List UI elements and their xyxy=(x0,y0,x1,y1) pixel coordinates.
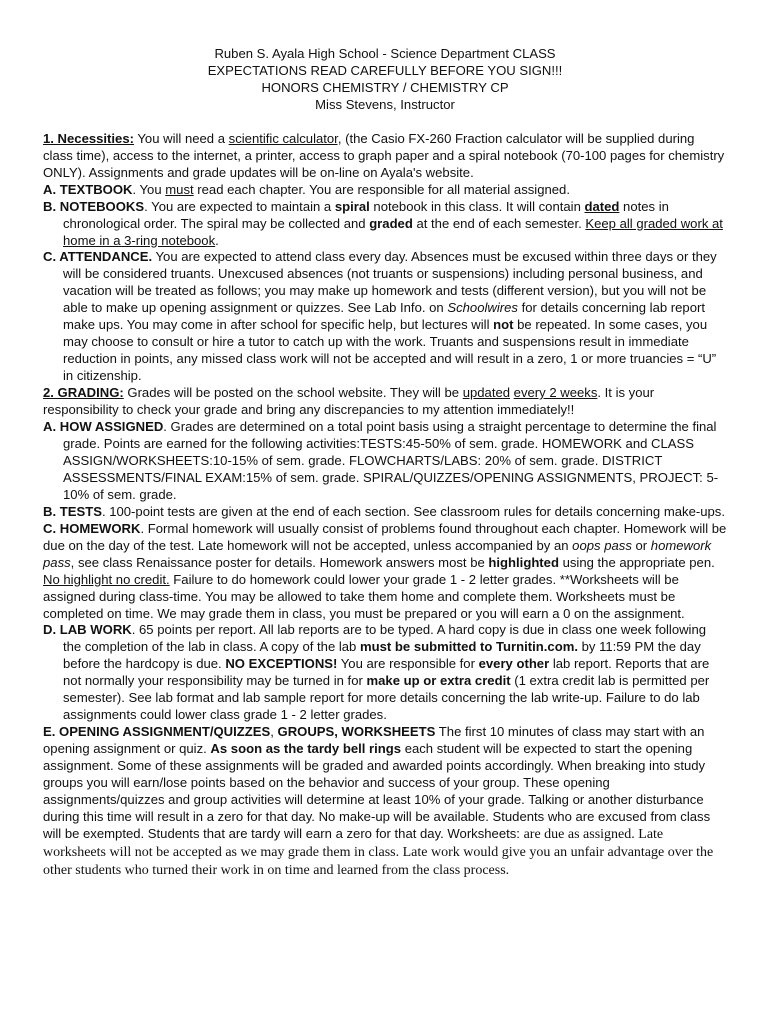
school-title: Ruben S. Ayala High School - Science Department CLASS xyxy=(214,46,556,61)
opening-assignment-heading: E. OPENING ASSIGNMENT/QUIZZES xyxy=(43,724,271,740)
textbook-heading: A. TEXTBOOK xyxy=(43,181,133,197)
attendance-heading: C. ATTENDANCE. xyxy=(43,249,153,265)
tests-heading: B. TESTS xyxy=(43,503,102,519)
section-tests: B. TESTS. 100-point tests are given at the end of each section. See classroom rules for details concerning make-ups. xyxy=(43,503,725,519)
section-how-assigned: A. HOW ASSIGNED. Grades are determined on a total point basis using a straight percentage to determine the final grade. Points are earned for the following activities:TESTS:45-50% of sem. grade. HOMEWORK and CLASS ASSIGN/WORKSHEETS:10-15% of sem. grade. FLOWCHARTS/LABS: 20% of sem. grade. DISTRICT ASSESSMENTS/FINAL EXAM:15% of sem. grade. SPIRAL/QUIZZES/OPENING ASSIGNMENTS, PROJECT: 5-10% of sem. grade. xyxy=(43,419,719,502)
notebooks-heading: B. NOTEBOOKS xyxy=(43,198,145,214)
necessities-heading: 1. Necessities: xyxy=(43,130,134,146)
grading-heading: 2. GRADING: xyxy=(43,385,124,401)
homework-heading: C. HOMEWORK xyxy=(43,520,141,536)
spacer xyxy=(43,114,727,131)
instructor-name: Miss Stevens, Instructor xyxy=(315,96,455,112)
section-homework: C. HOMEWORK. Formal homework will usually consist of problems found throughout each chapter. Homework will be due on the day of the test. Late homework will not be accepted, unless accompanied by an oops pass or homework pass, see class Renaissance poster for details. Homework answers most be highlighted using the appropriate pen. No highlight no credit. Failure to do homework could lower your grade 1 - 2 letter grades. **Worksheets will be assigned during class-time. You may be allowed to take them home and complete them. Worksheets must be completed on time. We may grade them in class, you must be prepared or you will earn a 0 on the assignment. xyxy=(43,520,727,621)
section-textbook: A. TEXTBOOK. You must read each chapter. You are responsible for all material assigned. xyxy=(43,181,570,197)
document-header xyxy=(43,46,727,114)
section-lab-work: D. LAB WORK. 65 points per report. All lab reports are to be typed. A hard copy is due in class one week following the completion of the lab in class. A copy of the lab must be submitted to Turnitin.com. by 11:59 PM the day before the hardcopy is due. NO EXCEPTIONS! You are responsible for every other lab report. Reports that are not normally your responsibility may be turned in for make up or extra credit (1 extra credit lab is permitted per semester). See lab format and lab sample report for more details concerning the lab write-up. Failure to do lab assignments could lower class grade 1 - 2 letter grades. xyxy=(43,622,710,723)
document-page xyxy=(43,46,727,880)
how-assigned-heading: A. HOW ASSIGNED xyxy=(43,419,164,435)
section-grading: 2. GRADING: Grades will be posted on the school website. They will be updated every 2 weeks. It is your responsibility to check your grade and bring any discrepancies to my attention immediately!! xyxy=(43,385,655,418)
lab-work-heading: D. LAB WORK xyxy=(43,622,132,638)
section-opening-assignment: E. OPENING ASSIGNMENT/QUIZZES, GROUPS, WORKSHEETS The first 10 minutes of class may start with an opening assignment or quiz. As soon as the tardy bell rings each student will be expected to start the opening assignment. Some of these assignments will be graded and awarded points accordingly. When breaking into study groups you will earn/lose points based on the behavior and success of your group. These opening assignments/quizzes and group activities will determine at least 10% of your grade. Talking or another disturbance during this time will result in a zero for that day. No make-up will be available. Students who are excused from class will be exempted. Students that are tardy will earn a zero for that day. Worksheets: are due as assigned. Late worksheets will not be accepted as we may grade them in class. Late work would give you an unfair advantage over the other students who turned their work in on time and learned from the class process. xyxy=(43,724,714,878)
course-title: HONORS CHEMISTRY / CHEMISTRY CP xyxy=(261,79,509,95)
section-notebooks: B. NOTEBOOKS. You are expected to maintain a spiral notebook in this class. It will contain dated notes in chronological order. The spiral may be collected and graded at the end of each semester. Keep all graded work at home in a 3-ring notebook. xyxy=(43,198,723,248)
worksheets-serif-text: are due as assigned. Late worksheets will not be accepted as we may grade them in class. Late work would give you an unfair advantage over the other students who turned their work in on time and learned from the class process. xyxy=(43,826,714,878)
section-attendance: C. ATTENDANCE. You are expected to attend class every day. Absences must be excused within three days or they will be considered truants. Unexcused absences (not truants or suspensions) including personal business, and vacation will be treated as follows; you may make up homework and tests (different version), but you will not be able to make up opening assignment or quizzes. See Lab Info. on Schoolwires for details concerning lab report make ups. You may come in after school for specific help, but lectures will not be repeated. In some cases, you may choose to consult or hire a tutor to catch up with the work. Truants and suspensions result in immediate reduction in points, any missed class work will not be accepted and will result in a zero, 1 or more truancies = “U” in citizenship. xyxy=(43,249,717,384)
section-necessities: 1. Necessities: You will need a scientific calculator, (the Casio FX-260 Fraction calculator will be supplied during class time), access to the internet, a printer, access to graph paper and a spiral notebook (70-100 pages for chemistry ONLY). Assignments and grade updates will be on-line on Ayala's website. xyxy=(43,130,725,180)
expectations-title: EXPECTATIONS READ CAREFULLY BEFORE YOU SIGN!!! xyxy=(207,62,563,78)
